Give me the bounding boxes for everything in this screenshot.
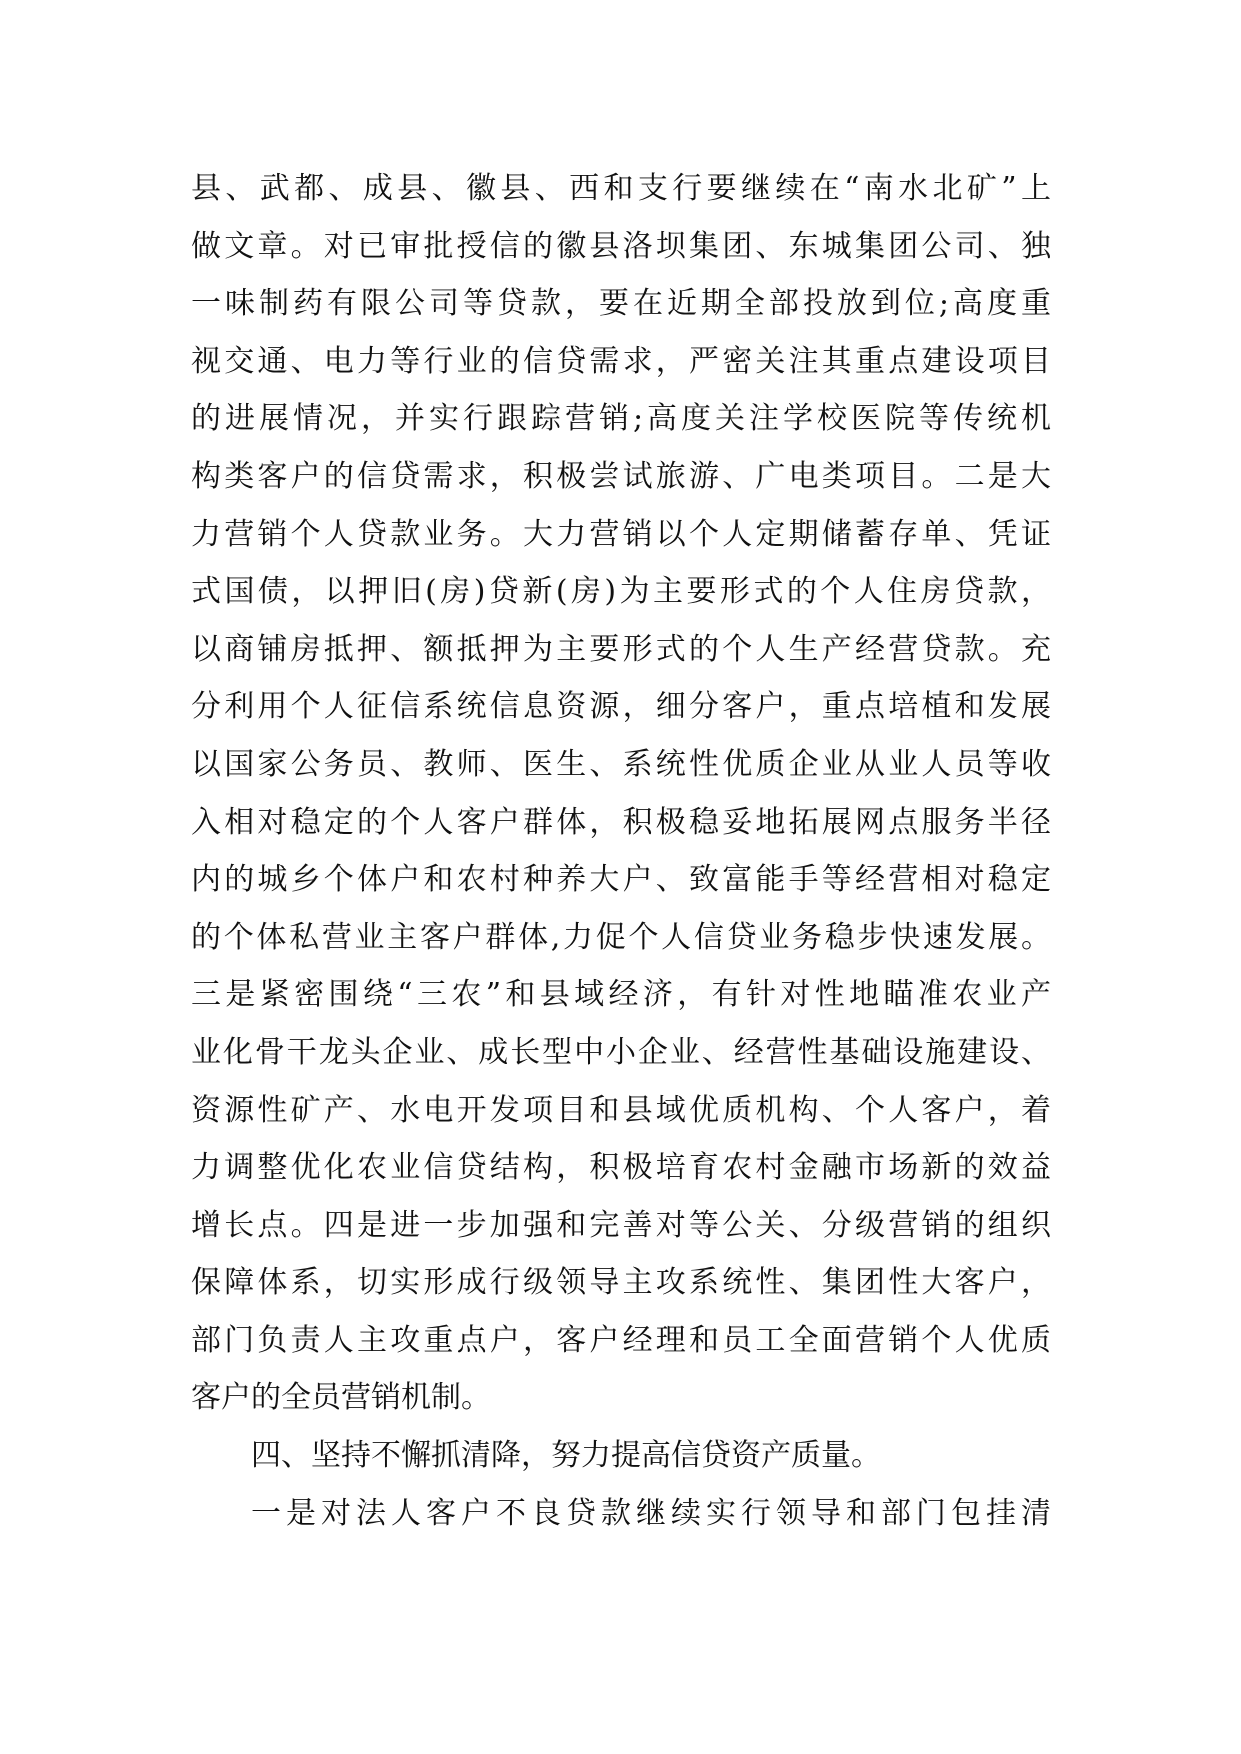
text-line: 分利用个人征信系统信息资源，细分客户，重点培植和发展 — [191, 689, 1051, 725]
text-line: 做文章。对已审批授信的徽县洛坝集团、东城集团公司、独 — [191, 228, 1051, 264]
text-line: 内的城乡个体户和农村种养大户、致富能手等经营相对稳定 — [191, 862, 1051, 898]
text-line: 的进展情况，并实行跟踪营销;高度关注学校医院等传统机 — [191, 401, 1051, 437]
text-line: 资源性矿产、水电开发项目和县域优质机构、个人客户，着 — [191, 1092, 1051, 1128]
text-line: 力营销个人贷款业务。大力营销以个人定期储蓄存单、凭证 — [191, 516, 1051, 552]
text-line: 构类客户的信贷需求，积极尝试旅游、广电类项目。二是大 — [191, 458, 1051, 494]
body-text — [191, 160, 1051, 1542]
text-line: 的个体私营业主客户群体,力促个人信贷业务稳步快速发展。 — [191, 919, 1051, 955]
text-line: 部门负责人主攻重点户，客户经理和员工全面营销个人优质 — [191, 1322, 1051, 1358]
text-line: 保障体系，切实形成行级领导主攻系统性、集团性大客户， — [191, 1265, 1051, 1301]
text-line: 县、武都、成县、徽县、西和支行要继续在“南水北矿”上 — [191, 171, 1051, 206]
text-line: 以商铺房抵押、额抵押为主要形式的个人生产经营贷款。充 — [191, 631, 1051, 667]
text-line: 一是对法人客户不良贷款继续实行领导和部门包挂清 — [251, 1495, 1051, 1531]
text-line: 业化骨干龙头企业、成长型中小企业、经营性基础设施建设、 — [191, 1034, 1051, 1070]
text-line: 三是紧密围绕“三农”和县域经济，有针对性地瞄准农业产 — [191, 977, 1051, 1013]
text-line: 一味制药有限公司等贷款，要在近期全部投放到位;高度重 — [191, 286, 1051, 322]
text-line: 力调整优化农业信贷结构，积极培育农村金融市场新的效益 — [191, 1150, 1051, 1186]
text-line: 视交通、电力等行业的信贷需求，严密关注其重点建设项目 — [191, 343, 1051, 379]
text-line: 式国债，以押旧(房)贷新(房)为主要形式的个人住房贷款， — [191, 574, 1051, 610]
text-line: 以国家公务员、教师、医生、系统性优质企业从业人员等收 — [191, 746, 1051, 782]
text-line: 入相对稳定的个人客户群体，积极稳妥地拓展网点服务半径 — [191, 804, 1051, 840]
paragraph-end-line: 客户的全员营销机制。 — [191, 1380, 491, 1416]
section-heading: 四、坚持不懈抓清降，努力提高信贷资产质量。 — [251, 1438, 881, 1474]
text-line: 增长点。四是进一步加强和完善对等公关、分级营销的组织 — [191, 1207, 1051, 1243]
